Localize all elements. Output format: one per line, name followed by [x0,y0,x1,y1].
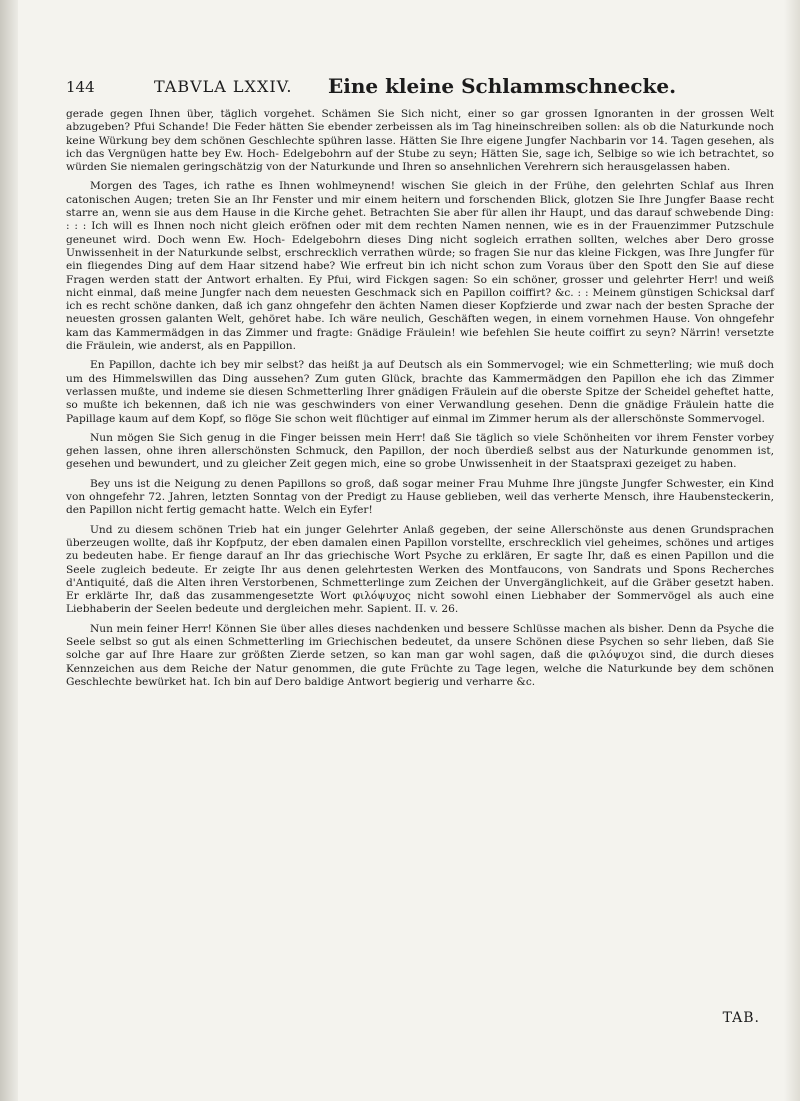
body-text [66,108,774,695]
page-edge [784,0,800,1101]
paragraph-3: En Papillon, dachte ich bey mir selbst? das heißt ja auf Deutsch als ein Sommervogel; wie ein Schmetterling; wie muß doch um des Himmelswillen das Ding aussehen? Zum guten Glück, brachte das Kammermädgen den Papillon ehe ich das Zimmer verlassen mußte, und indeme sie diesen Schmetterling Ihrer gnädigen Fräulein auf die oberste Spitze der Scheidel geheftet hatte, so mußte ich bekennen, daß ich nie was geschwinders von einer Verwandlung gesehen. Denn die gnädige Fräulein hatte die Papillage kaum auf dem Kopf, so flöge Sie schon weit flüchtiger auf einmal im Zimmer herum als der allerschönste Sommervogel. [66,359,774,425]
paragraph-7: Nun mein feiner Herr! Können Sie über alles dieses nachdenken und bessere Schlüsse machen als bisher. Denn da Psyche die Seele selbst so gut als einen Schmetterling im Griechischen bedeutet, da unsere Schönen diese Psychen so sehr lieben, daß Sie solche gar auf Ihre Haare zur größten Zierde setzen, so kan man gar wohl sagen, daß die φιλόψυχοι sind, die durch dieses Kennzeichen aus dem Reiche der Natur genommen, die gute Früchte zu Tage legen, welche die Naturkunde bey dem schönen Geschlechte bewürket hat. Ich bin auf Dero baldige Antwort begierig und verharre &c. [66,622,774,688]
catchword: TAB. [722,1010,760,1026]
paragraph-5: Bey uns ist die Neigung zu denen Papillons so groß, daß sogar meiner Frau Muhme Ihre jüngste Jungfer Schwester, ein Kind von ohngefehr 72. Jahren, letzten Sonntag von der Predigt zu Hause geblieben, weil das verherte Mensch, ihre Haubensteckerin, den Papillon nicht fertig gemacht hatte. Welch ein Eyfer! [66,477,774,517]
paragraph-2: Morgen des Tages, ich rathe es Ihnen wohlmeynend! wischen Sie gleich in der Frühe, den gelehrten Schlaf aus Ihren catonischen Augen; treten Sie an Ihr Fenster und mir einem heitern und forschenden Blick, glotzen Sie Ihre Jungfer Baase recht starre an, wenn sie aus dem Hause in die Kirche gehet. Betrachten Sie aber für allen ihr Haupt, und das darauf schwebende Ding: : : : Ich will es Ihnen noch nicht gleich eröfnen oder mit dem rechten Namen nennen, wie es in der Frauenzimmer Putzschule geneunet wird. Doch wenn Ew. Hoch- Edelgebohrn dieses Ding nicht sogleich errathen sollten, welches aber Dero grosse Unwissenheit in der Naturkunde selbst, erschrecklich verrathen würde; so fragen Sie nur das kleine Fickgen, was Ihre Jungfer für ein fliegendes Ding auf dem Haar sitzend habe? Wie erfreut bin ich nicht schon zum Voraus über den Spott den Sie auf diese Fragen werden statt der Antwort erhalten. Ey Pfui, wird Fickgen sagen: So ein schöner, grosser und gelehrter Herr! und weiß nicht einmal, daß meine Jungfer nach dem neuesten Geschmack sich en Papillon coiffirt? &c. : : Meinem günstigen Schicksal darf ich es recht schöne danken, daß ich ganz ohngefehr den ächten Namen dieser Kopfzierde und zwar nach der besten Sprache der neuesten grossen galanten Welt, gehöret habe. Ich wäre neulich, Geschäften wegen, in einem vornehmen Hause. Von ohngefehr kam das Kammermädgen in das Zimmer und fragte: Gnädige Fräulein! wie befehlen Sie heute coiffirt zu seyn? Närrin! versetzte die Fräulein, wie anderst, als en Pappillon. [66,180,774,353]
paragraph-6: Und zu diesem schönen Trieb hat ein junger Gelehrter Anlaß gegeben, der seine Allerschönste aus denen Grundsprachen überzeugen wollte, daß ihr Kopfputz, der eben damalen einen Papillon vorstellte, erschrecklich viel geheimes, schönes und artiges zu bedeuten habe. Er fienge darauf an Ihr das griechische Wort Psyche zu erklären, Er sagte Ihr, daß es einen Papillon und die Seele zugleich bedeute. Er zeigte Ihr aus denen gelehrtesten Werken des Montfaucons, von Sandrats und Spons Recherches d'Antiquité, daß die Alten ihren Verstorbenen, Schmetterlinge zum Zeichen der Unvergänglichkeit, auf die Gräber gesetzt haben. Er erklärte Ihr, daß das zusammengesetzte Wort φιλόψυχος nicht sowohl einen Liebhaber der Sommervögel als auch eine Liebhaberin der Seelen bedeute und dergleichen mehr. Sapient. II. v. 26. [66,523,774,616]
paragraph-1: gerade gegen Ihnen über, täglich vorgehet. Schämen Sie Sich nicht, einer so gar grossen Ignoranten in der grossen Welt abzugeben? Pfui Schande! Die Feder hätten Sie ebender zerbeissen als im Tag hineinschreiben sollen: als ob die Naturkunde noch keine Würkung bey dem schönen Geschlechte spühren lasse. Hätten Sie Ihre eigene Jungfer Nachbarin vor 14. Tagen gesehen, als ich das Vergnügen hatte bey Ew. Hoch- Edelgebohrn auf der Stube zu seyn; Hätten Sie, sage ich, Selbige so wie ich betrachtet, so würden Sie niemalen geringschätzig von der Naturkunde und Ihren so ansehnlichen Verehrern sich herausgelassen haben. [66,108,774,174]
page-gutter [0,0,18,1101]
page-number: 144 [66,78,95,96]
running-header [66,74,774,100]
paragraph-4: Nun mögen Sie Sich genug in die Finger beissen mein Herr! daß Sie täglich so viele Schönheiten vor ihrem Fenster vorbey gehen lassen, ohne ihren allerschönsten Schmuck, den Papillon, der noch überdieß selbst aus der Naturkunde genommen ist, gesehen und bewundert, und zu gleicher Zeit gegen mich, eine so grobe Unwissenheit in der Staatspraxi gezeiget zu haben. [66,431,774,471]
plate-label: TABVLA LXXIV. [154,77,293,96]
page-title: Eine kleine Schlammschnecke. [328,74,677,98]
